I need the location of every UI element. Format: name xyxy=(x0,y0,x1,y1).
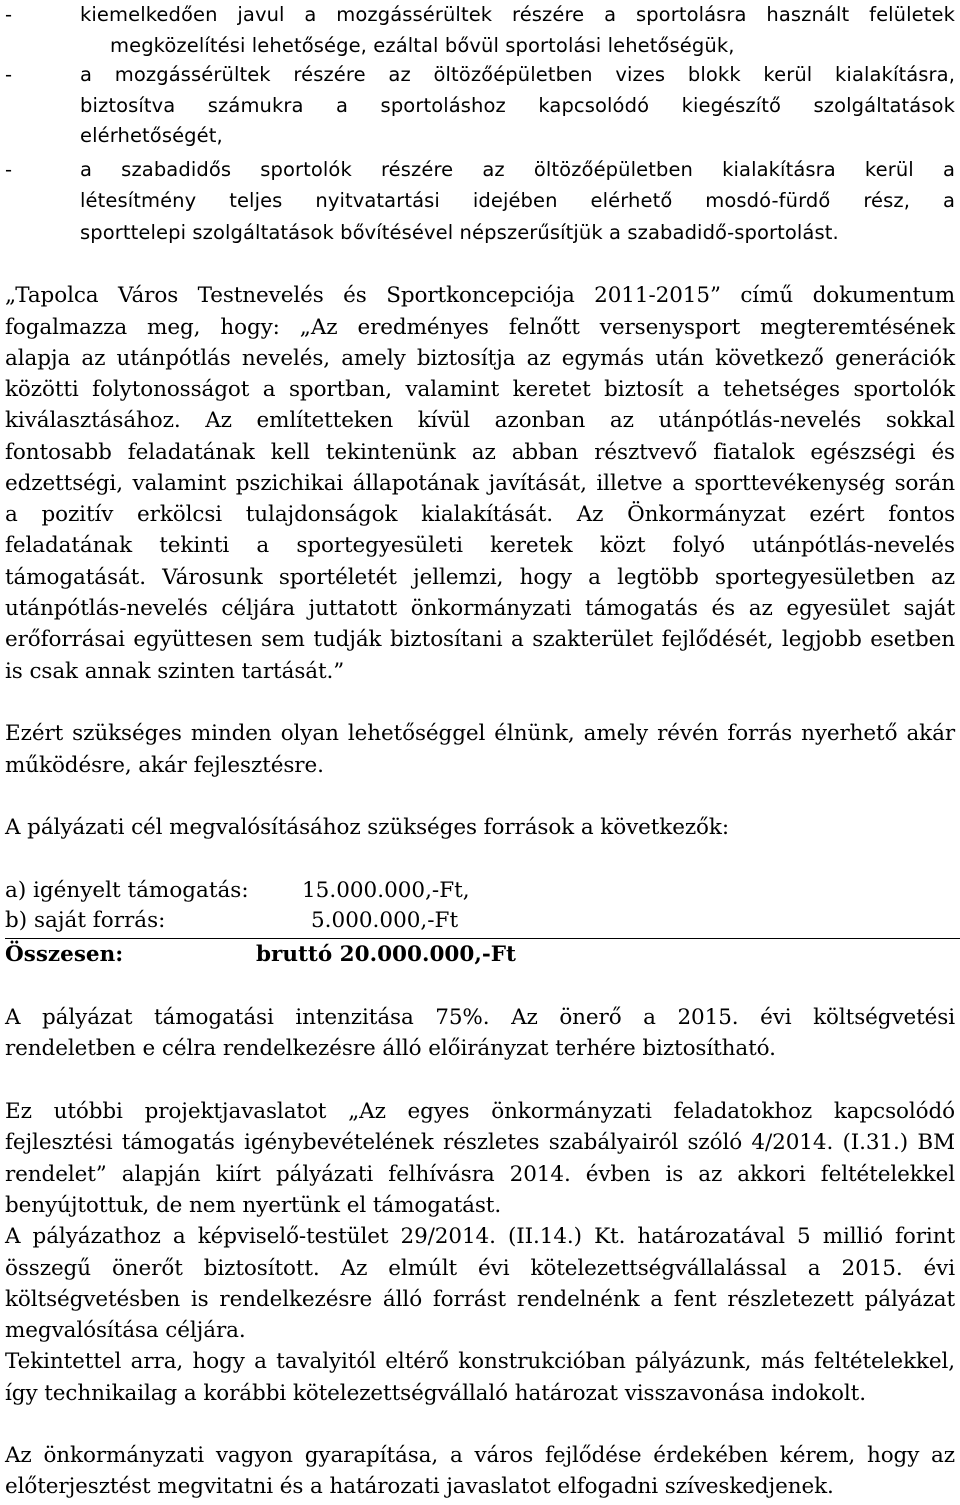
financing-total-label: Összesen: xyxy=(5,942,124,967)
financing-value: 15.000.000,-Ft, xyxy=(302,878,470,903)
bullet-dash: - xyxy=(5,63,13,86)
text-line: Ez utóbbi projektjavaslatot „Az egyes önkormányzati feladatokhoz kapcsolódó xyxy=(5,1099,955,1124)
text-line: edzettségi, valamint pszichikai állapotának javítását, illetve a sporttevékenység során xyxy=(5,471,955,496)
text-line: fogalmazza meg, hogy: „Az eredményes felnőtt versenysport megteremtésének xyxy=(5,315,955,340)
text-line: Az önkormányzati vagyon gyarapítása, a város fejlődése érdekében kérem, hogy az xyxy=(5,1443,955,1468)
bullet-line: a mozgássérültek részére az öltözőépületben vizes blokk kerül kialakításra, xyxy=(80,63,955,86)
bullet-line: biztosítva számukra a sportoláshoz kapcsolódó kiegészítő szolgáltatások xyxy=(80,94,955,117)
text-line: összegű önerőt biztosított. Az elmúlt évi kötelezettségvállalással a 2015. évi xyxy=(5,1256,955,1281)
text-line: utánpótlás-nevelés céljára juttatott önkormányzati támogatás és az egyesület saját xyxy=(5,596,955,621)
financing-total-divider xyxy=(5,938,960,939)
text-line: a pozitív erkölcsi tulajdonságok kialakítását. Az Önkormányzat ezért fontos xyxy=(5,502,955,527)
financing-value: 5.000.000,-Ft xyxy=(311,908,459,933)
text-line: kiválasztásához. Az említetteken kívül azonban az utánpótlás-nevelés sokkal xyxy=(5,408,955,433)
text-line: támogatását. Városunk sportéletét jellemzi, hogy a legtöbb sportegyesületben az xyxy=(5,565,955,590)
text-line: erőforrásai együttesen sem tudják biztosítani a szakterület fejlődését, legjobb esetben xyxy=(5,627,955,652)
bullet-line: megközelítési lehetősége, ezáltal bővül sportolási lehetőségük, xyxy=(110,34,735,57)
text-line: előterjesztést megvitatni és a határozati javaslatot elfogadni szíveskedjenek. xyxy=(5,1474,834,1499)
text-line: fontosabb feladatának kell tekintenünk az abban résztvevő fiatalok egészségi és xyxy=(5,440,955,465)
bullet-line: sporttelepi szolgáltatások bővítésével népszerűsítjük a szabadidő-sportolást. xyxy=(80,221,839,244)
bullet-line: kiemelkedően javul a mozgássérültek részére a sportolásra használt felületek xyxy=(80,3,955,26)
text-line: költségvetésben is rendelkezésre álló forrást rendelnénk a fent részletezett pályázat xyxy=(5,1287,955,1312)
text-line: működésre, akár fejlesztésre. xyxy=(5,753,324,778)
financing-label: a) igényelt támogatás: xyxy=(5,878,249,903)
text-line: „Tapolca Város Testnevelés és Sportkoncepciója 2011-2015” című dokumentum xyxy=(5,283,955,308)
text-line: A pályázat támogatási intenzitása 75%. Az önerő a 2015. évi költségvetési xyxy=(5,1005,955,1030)
financing-intro: A pályázati cél megvalósításához szükséges források a következők: xyxy=(5,815,729,840)
bullet-dash: - xyxy=(5,158,13,181)
bullet-line: elérhetőségét, xyxy=(80,124,223,147)
text-line: Ezért szükséges minden olyan lehetőséggel élnünk, amely révén forrás nyerhető akár xyxy=(5,721,955,746)
text-line: rendeletben e célra rendelkezésre álló előirányzat terhére biztosítható. xyxy=(5,1036,776,1061)
financing-label: b) saját forrás: xyxy=(5,908,166,933)
text-line: alapja az utánpótlás nevelés, amely biztosítja az egymás után következő generációk xyxy=(5,346,955,371)
bullet-line: létesítmény teljes nyitvatartási idejében elérhető mosdó-fürdő rész, a xyxy=(80,189,955,212)
text-line: benyújtottuk, de nem nyertünk el támogatást. xyxy=(5,1193,502,1218)
text-line: megvalósítása céljára. xyxy=(5,1318,246,1343)
text-line: közötti folytonosságot a sportban, valamint keretet biztosít a tehetséges sportolók xyxy=(5,377,955,402)
text-line: fejlesztési támogatás igénybevételének részletes szabályairól szóló 4/2014. (I.31.) BM xyxy=(5,1130,955,1155)
financing-total-value: bruttó 20.000.000,-Ft xyxy=(256,942,516,967)
text-line: Tekintettel arra, hogy a tavalyitól eltérő konstrukcióban pályázunk, más feltételekkel, xyxy=(5,1349,955,1374)
bullet-line: a szabadidős sportolók részére az öltözőépületben kialakításra kerül a xyxy=(80,158,955,181)
text-line: rendelet” alapján kiírt pályázati felhívásra 2014. évben is az akkori feltételekkel xyxy=(5,1162,955,1187)
text-line: így technikailag a korábbi kötelezettségvállaló határozat visszavonása indokolt. xyxy=(5,1381,866,1406)
text-line: A pályázathoz a képviselő-testület 29/2014. (II.14.) Kt. határozatával 5 millió forint xyxy=(5,1224,955,1249)
text-line: is csak annak szinten tartását.” xyxy=(5,659,345,684)
text-line: feladatának tekinti a sportegyesületi keretek közt folyó utánpótlás-nevelés xyxy=(5,533,955,558)
bullet-dash: - xyxy=(5,3,13,26)
